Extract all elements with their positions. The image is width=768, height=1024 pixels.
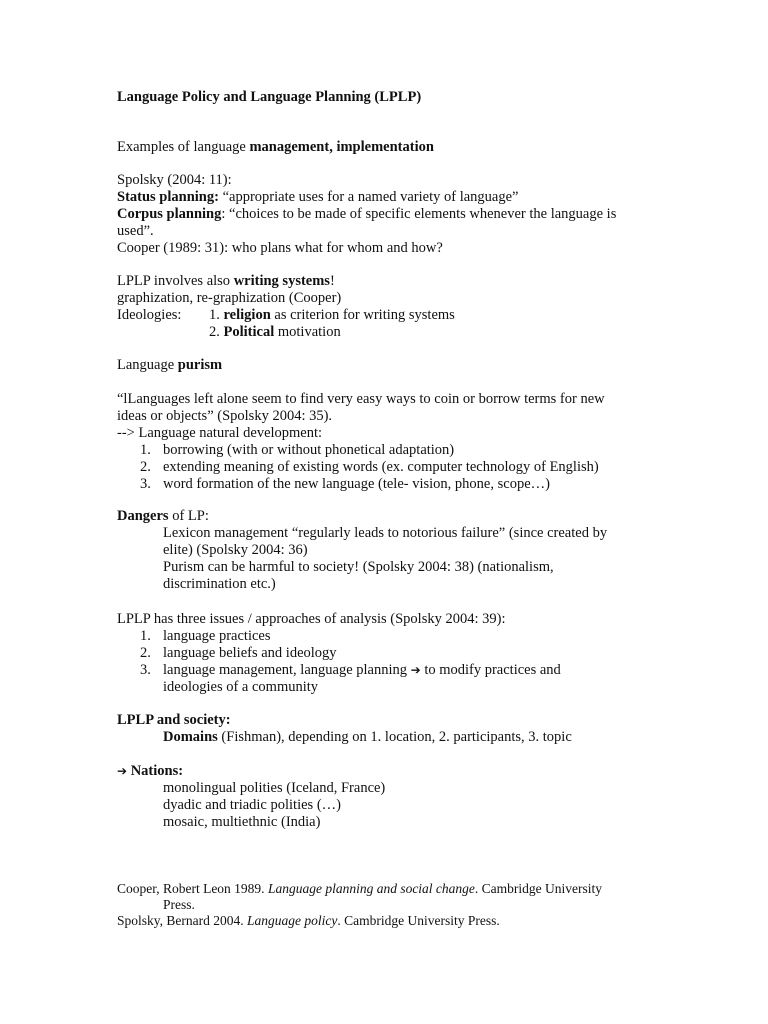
status-planning: Status planning: “appropriate uses for a named variety of language” <box>117 189 519 205</box>
issues-list <box>117 628 657 696</box>
list-item: 1. borrowing (with or without phonetical adaptation) <box>140 442 455 458</box>
writing-systems-section: LPLP involves also writing systems! graphization, re-graphization (Cooper) Ideologies: 1. religion as criterion for writing systems 2. Political motivation <box>117 273 657 341</box>
list-item: 2. extending meaning of existing words (ex. computer technology of English) <box>140 459 599 475</box>
ideologies-item-1: Ideologies: 1. religion as criterion for writing systems <box>117 307 455 323</box>
list-item: dyadic and triadic polities (…) <box>163 797 341 813</box>
nations-section: ➔ Nations: monolingual polities (Iceland, France) dyadic and triadic polities (…) mosaic, multiethnic (India) <box>117 763 657 831</box>
ideologies-item-2: 2. Political motivation <box>209 324 341 340</box>
purism-quote: “lLanguages left alone seem to find very easy ways to coin or borrow terms for new <box>117 391 605 407</box>
references-section: Cooper, Robert Leon 1989. Language planning and social change. Cambridge University Press. Spolsky, Bernard 2004. Language policy. Cambridge University Press. <box>117 881 657 929</box>
reference-cooper: Cooper, Robert Leon 1989. Language planning and social change. Cambridge University <box>117 881 603 896</box>
examples-heading: Examples of language management, implementation <box>117 139 434 155</box>
purism-heading: Language purism <box>117 357 223 373</box>
arrow-right-icon: ➔ <box>410 663 421 677</box>
society-section: LPLP and society: Domains (Fishman), depending on 1. location, 2. participants, 3. topic <box>117 712 572 745</box>
list-item: monolingual polities (Iceland, France) <box>163 780 386 796</box>
issues-section: LPLP has three issues / approaches of analysis (Spolsky 2004: 39): 1. language practices 2. language beliefs and ideology 3. language management, language planning ➔ to modify practices and ideologies of a community <box>117 611 657 696</box>
list-item-continuation: ideologies of a community <box>163 679 319 695</box>
dangers-section: Dangers of LP: Lexicon management “regularly leads to notorious failure” (since created by elite) (Spolsky 2004: 36) Purism can be harmful to society! (Spolsky 2004: 38) (nationalism, discrimination etc.) <box>117 508 608 592</box>
list-item: 1. language practices <box>140 628 271 644</box>
reference-spolsky: Spolsky, Bernard 2004. Language policy. Cambridge University Press. <box>117 913 500 928</box>
list-item: 3. language management, language planning ➔ to modify practices and <box>140 662 561 678</box>
list-item: 2. language beliefs and ideology <box>140 645 337 661</box>
document-title: Language Policy and Language Planning (LPLP) <box>117 89 422 105</box>
natural-development-list <box>117 442 657 493</box>
purism-section: “lLanguages left alone seem to find very easy ways to coin or borrow terms for new ideas or objects” (Spolsky 2004: 35). --> Language natural development: 1. borrowing (with or without phonetical adaptation) 2. extending meaning of existing words (ex. computer technology of English) 3. word formation of the new language (tele- vision, phone, scope…) <box>117 391 657 493</box>
cooper-reference: Cooper (1989: 31): who plans what for whom and how? <box>117 240 443 256</box>
spolsky-reference: Spolsky (2004: 11): <box>117 172 232 188</box>
list-item: 3. word formation of the new language (tele- vision, phone, scope…) <box>140 476 550 492</box>
list-item: mosaic, multiethnic (India) <box>163 814 321 830</box>
arrow-right-icon: ➔ <box>117 764 128 778</box>
corpus-planning: Corpus planning: “choices to be made of specific elements whenever the language is <box>117 206 617 222</box>
planning-definitions: Spolsky (2004: 11): Status planning: “appropriate uses for a named variety of language” Corpus planning: “choices to be made of specific elements whenever the language is used”. Cooper (1989: 31): who plans what for whom and how? <box>117 172 657 257</box>
natural-development: --> Language natural development: <box>117 425 323 441</box>
